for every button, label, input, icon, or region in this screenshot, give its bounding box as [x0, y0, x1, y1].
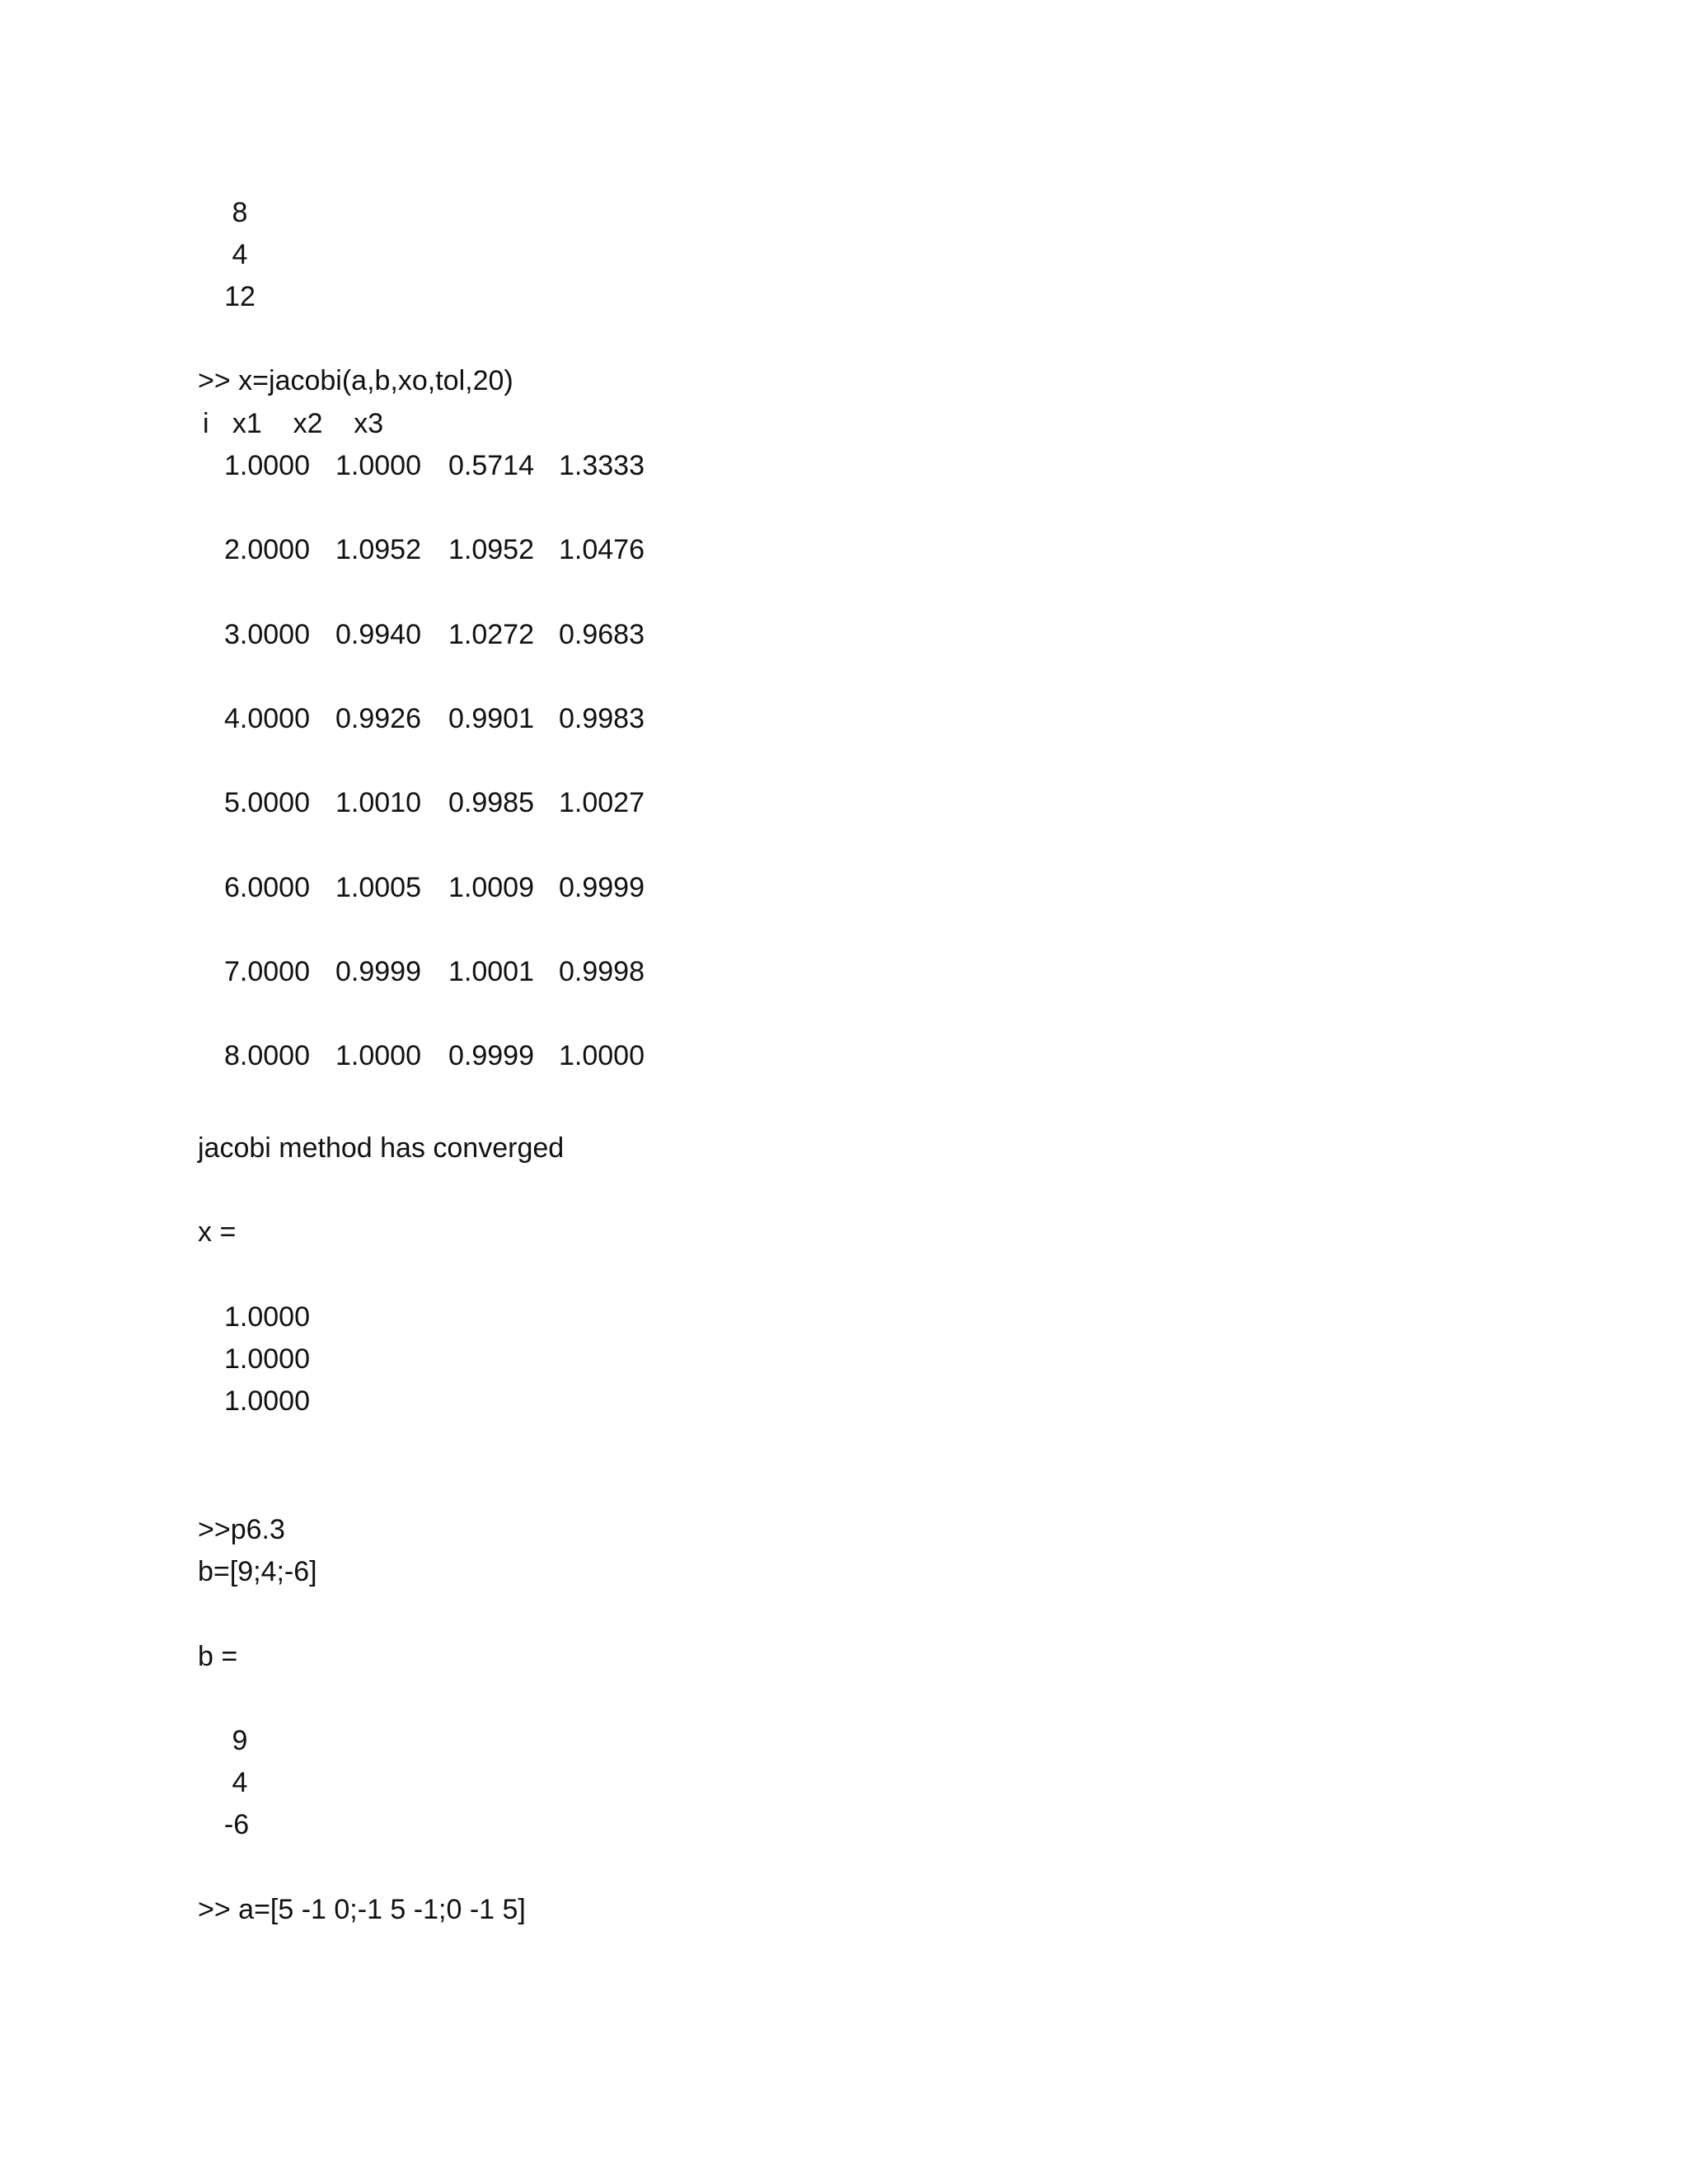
b-assign: b=[9;4;-6]: [198, 1556, 317, 1587]
table-cell: 1.0010: [335, 787, 421, 818]
table-cell: 4.0000: [224, 703, 310, 734]
table-row: [0, 955, 1688, 988]
table-cell: 0.9999: [335, 956, 421, 987]
table-cell: 0.9901: [448, 703, 534, 734]
table-cell: 2.0000: [224, 534, 310, 565]
converged-message: jacobi method has converged: [198, 1132, 565, 1164]
table-cell: 1.0005: [335, 872, 421, 903]
table-row: [0, 1039, 1688, 1072]
vector-value: 8: [232, 197, 248, 228]
jacobi-command: >> x=jacobi(a,b,xo,tol,20): [198, 365, 513, 396]
table-row: [0, 871, 1688, 904]
b-value: 9: [232, 1725, 248, 1756]
table-cell: 0.9998: [559, 956, 645, 987]
vector-value: 4: [232, 239, 248, 270]
table-cell: 1.0000: [559, 1040, 645, 1071]
table-cell: 0.9985: [448, 787, 534, 818]
table-cell: 0.9940: [335, 619, 421, 650]
b-value: -6: [223, 1809, 250, 1840]
table-cell: 0.9983: [559, 703, 645, 734]
b-value: 4: [232, 1767, 248, 1798]
x-value: 1.0000: [224, 1301, 310, 1333]
table-cell: 0.9999: [448, 1040, 534, 1071]
table-cell: 7.0000: [224, 956, 310, 987]
table-cell: 0.9999: [559, 872, 645, 903]
table-cell: 1.0000: [335, 1040, 421, 1071]
p63-command: >>p6.3: [198, 1514, 285, 1545]
table-row: [0, 702, 1688, 735]
table-cell: 1.0009: [448, 872, 534, 903]
table-cell: 1.0952: [448, 534, 534, 565]
table-row: [0, 786, 1688, 819]
table-cell: 1.0952: [335, 534, 421, 565]
table-cell: 1.0000: [335, 450, 421, 481]
table-row: [0, 618, 1688, 651]
table-cell: 1.0000: [224, 450, 310, 481]
table-cell: 1.0027: [559, 787, 645, 818]
vector-value: 12: [224, 281, 256, 312]
table-cell: 0.9683: [559, 619, 645, 650]
table-cell: 8.0000: [224, 1040, 310, 1071]
table-row: [0, 533, 1688, 566]
table-row: [0, 449, 1688, 482]
a-command: >> a=[5 -1 0;-1 5 -1;0 -1 5]: [198, 1894, 526, 1925]
table-cell: 0.9926: [335, 703, 421, 734]
table-cell: 1.0001: [448, 956, 534, 987]
table-cell: 5.0000: [224, 787, 310, 818]
table-cell: 1.0272: [448, 619, 534, 650]
table-header: i x1 x2 x3: [203, 408, 384, 439]
table-cell: 6.0000: [224, 872, 310, 903]
x-value: 1.0000: [224, 1385, 310, 1417]
x-value: 1.0000: [224, 1343, 310, 1375]
table-cell: 0.5714: [448, 450, 534, 481]
table-cell: 1.0476: [559, 534, 645, 565]
table-cell: 1.3333: [559, 450, 645, 481]
x-label: x =: [198, 1216, 237, 1248]
b-label: b =: [198, 1641, 238, 1672]
table-cell: 3.0000: [224, 619, 310, 650]
